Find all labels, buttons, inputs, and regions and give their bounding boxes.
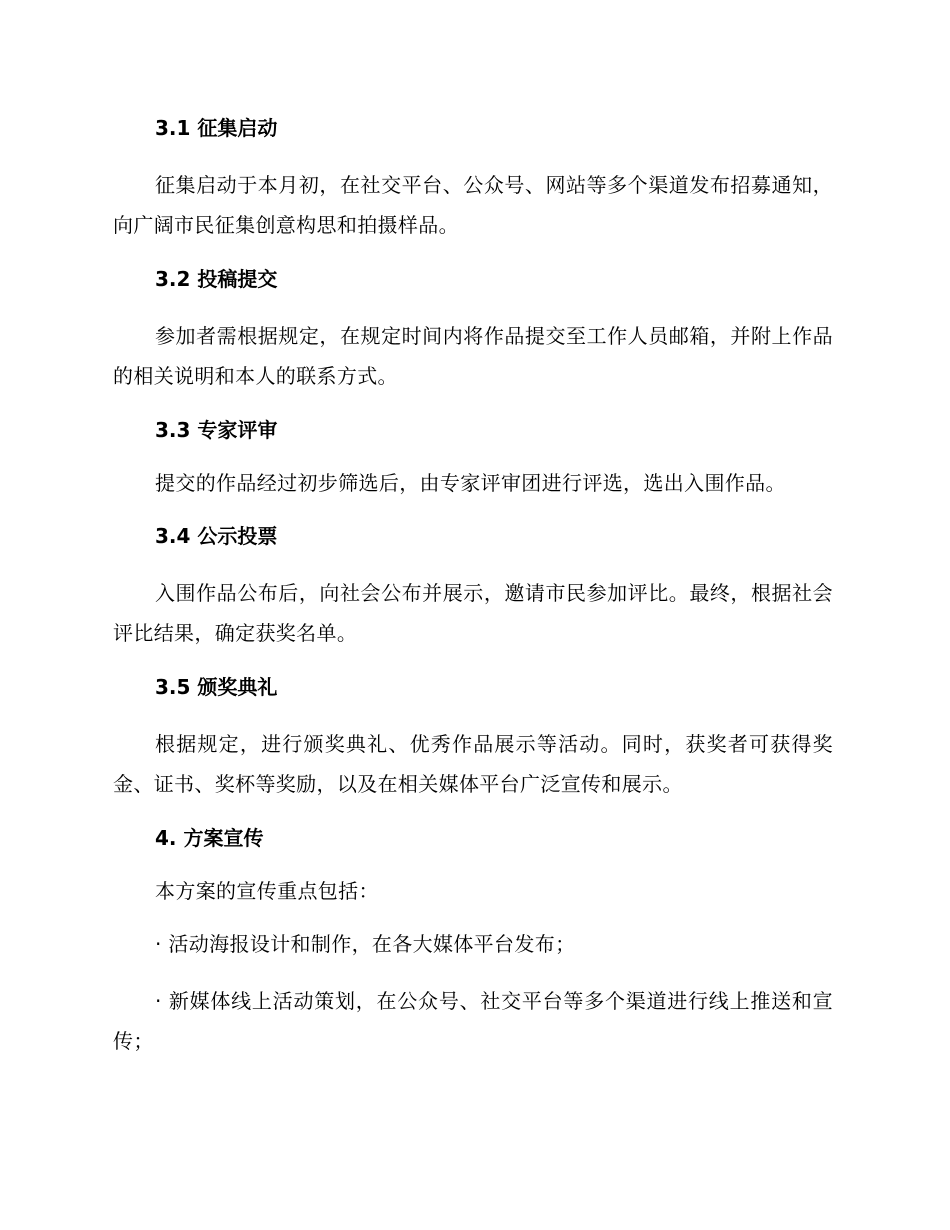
promotion-intro: 本方案的宣传重点包括： (155, 879, 379, 903)
section-heading-4: 4. 方案宣传 (155, 826, 264, 850)
section-paragraph-3-4: 入围作品公布后，向社会公布并展示，邀请市民参加评比。最终，根据社会评比结果，确定获奖名单。 (113, 581, 833, 645)
promotion-bullet-2: · 新媒体线上活动策划，在公众号、社交平台等多个渠道进行线上推送和宣传； (113, 989, 833, 1053)
section-paragraph-3-2: 参加者需根据规定，在规定时间内将作品提交至工作人员邮箱，并附上作品的相关说明和本人的联系方式。 (113, 324, 833, 388)
section-paragraph-3-5: 根据规定，进行颁奖典礼、优秀作品展示等活动。同时，获奖者可获得奖金、证书、奖杯等奖励，以及在相关媒体平台广泛宣传和展示。 (113, 732, 833, 796)
section-heading-3-1: 3.1 征集启动 (155, 116, 278, 140)
promotion-bullet-1: · 活动海报设计和制作，在各大媒体平台发布； (155, 932, 576, 956)
section-heading-3-4: 3.4 公示投票 (155, 524, 278, 548)
section-heading-3-3: 3.3 专家评审 (155, 418, 278, 442)
section-heading-3-2: 3.2 投稿提交 (155, 267, 278, 291)
document-body (113, 112, 833, 1079)
section-paragraph-3-3: 提交的作品经过初步筛选后，由专家评审团进行评选，选出入围作品。 (155, 471, 786, 495)
section-paragraph-3-1: 征集启动于本月初，在社交平台、公众号、网站等多个渠道发布招募通知，向广阔市民征集创意构思和拍摄样品。 (113, 173, 833, 237)
section-heading-3-5: 3.5 颁奖典礼 (155, 675, 278, 699)
